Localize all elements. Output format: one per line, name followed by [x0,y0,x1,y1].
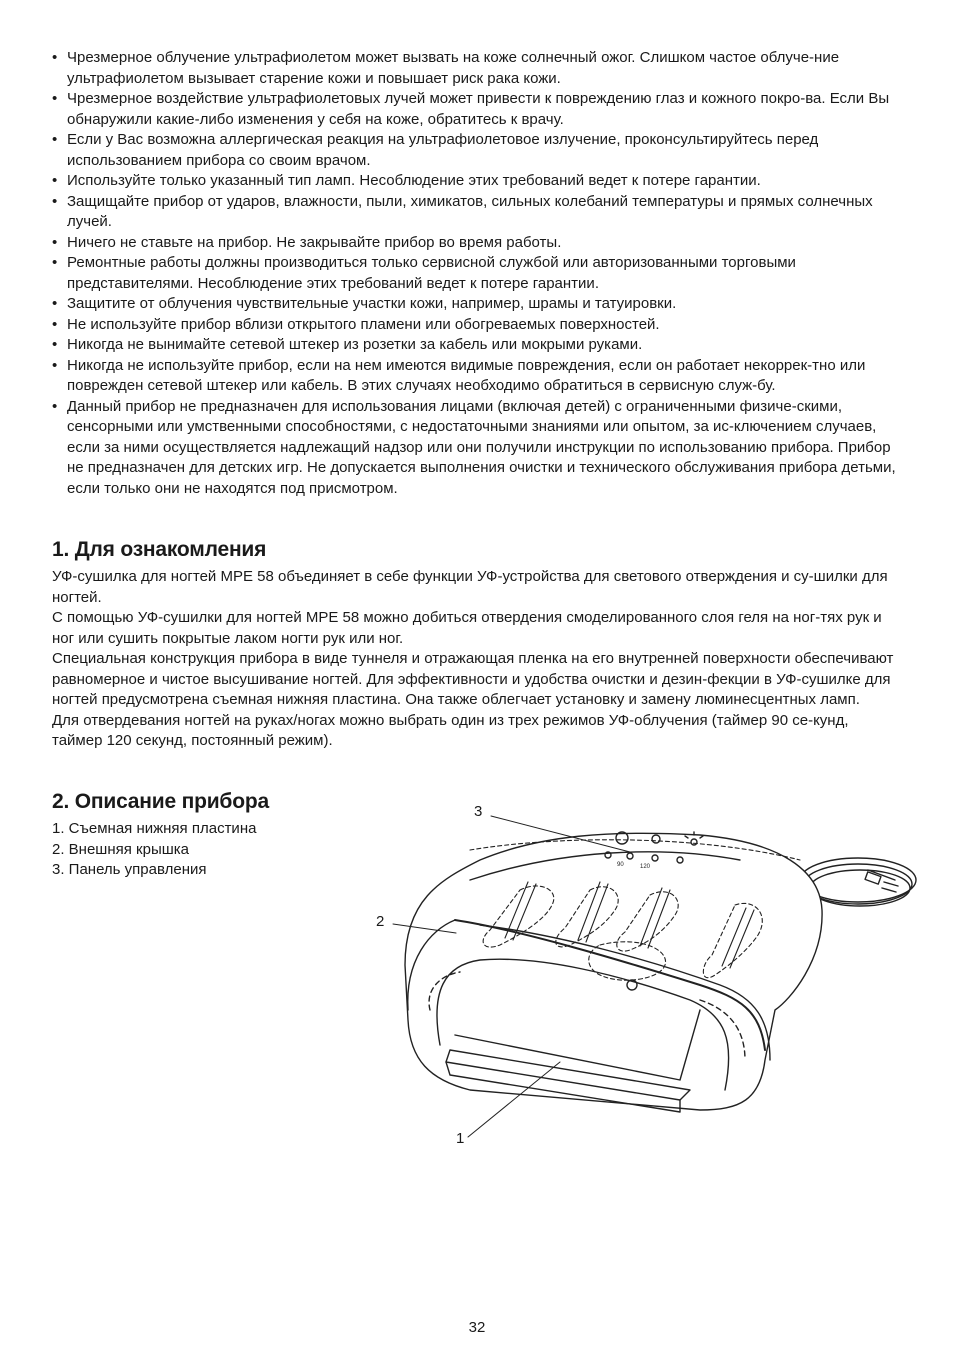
list-item: • Данный прибор не предназначен для использования лицами (включая детей) с ограниченными физиче-скими, сенсорными или умственными способностями, с недостаточными знаниями или опытом, за ис-ключением случаев, если за ними осуществляется надлежащий надзор или они получили инструкции по использованию прибора. Прибор не предназначен для детских игр. Не допускается выполнения очистки и технического обслуживания прибора детьми, если только они не находятся под присмотром. [52,397,896,497]
paragraph: С помощью УФ-сушилки для ногтей MPE 58 можно добиться отвердения смоделированного слоя геля на ног-тях рук и ног или сушить покрытые лаком ногти рук или ног. [52,609,882,647]
list-item-text: Чрезмерное облучение ультрафиолетом может вызвать на коже солнечный ожог. Слишком частое облуче-ние ультрафиолетом вызывает старение кожи и повышает риск рака кожи. [67,49,840,87]
nail-dryer-illustration [360,795,920,1155]
list-item: • Ремонтные работы должны производиться только сервисной службой или авторизованными торговыми представителями. Несоблюдение этих требований ведет к потере гарантии. [52,254,796,292]
paragraph: Специальная конструкция прибора в виде туннеля и отражающая пленка на его внутренней поверхности обеспечивают равномерное и чистое высушивание ногтей. Для эффективности и удобства очистки и дезин-фекции в УФ-сушилке для ногтей предусмотрена съемная нижняя пластина. Она также облегчает установку и замену люминесцентных ламп. [52,650,894,708]
timer-120-label: 120 [640,864,651,870]
callout-2: 2 [376,913,385,930]
list-item: 3. Панель управления [52,861,207,878]
list-item-text: Защищайте прибор от ударов, влажности, пыли, химикатов, сильных колебаний температуры и прямых солнечных лучей. [67,192,873,230]
paragraph: УФ-сушилка для ногтей MPE 58 объединяет в себе функции УФ-устройства для светового отверждения и су-шилки для ногтей. [52,568,888,606]
callout-1: 1 [456,1130,465,1147]
list-item: • Защищайте прибор от ударов, влажности, пыли, химикатов, сильных колебаний температуры и прямых солнечных лучей. [52,192,873,230]
list-item: • Если у Вас возможна аллергическая реакция на ультрафиолетовое излучение, проконсультируйтесь перед использованием прибора со своим врачом. [52,131,819,169]
list-item-text: Ремонтные работы должны производиться только сервисной службой или авторизованными торговыми представителями. Несоблюдение этих требований ведет к потере гарантии. [67,254,796,292]
list-item: 2. Внешняя крышка [52,840,189,858]
list-item: • Чрезмерное облучение ультрафиолетом может вызвать на коже солнечный ожог. Слишком частое облуче-ние ультрафиолетом вызывает старение кожи и повышает риск рака кожи. [52,49,840,87]
page-number: 32 [468,1319,486,1336]
list-item: 1. Съемная нижняя пластина [52,820,257,837]
list-item: • Никогда не используйте прибор, если на нем имеются видимые повреждения, если он работает некоррек-тно или поврежден сетевой штекер или кабель. В этих случаях необходимо обратиться в сервисную служ-бу. [52,356,866,394]
list-item-text: Ничего не ставьте на прибор. Не закрывайте прибор во время работы. [67,233,562,251]
list-item-text: Защитите от облучения чувствительные участки кожи, например, шрамы и татуировки. [67,295,677,312]
list-item-text: Если у Вас возможна аллергическая реакция на ультрафиолетовое излучение, проконсультируйтесь перед использованием прибора со своим врачом. [67,131,819,169]
list-item-text: Никогда не используйте прибор, если на нем имеются видимые повреждения, если он работает некоррек-тно или поврежден сетевой штекер или кабель. В этих случаях необходимо обратиться в сервисную служ-бу. [67,356,866,394]
list-item: • Никогда не вынимайте сетевой штекер из розетки за кабель или мокрыми руками. [52,336,643,353]
safety-bullet-list [52,48,902,499]
callout-3: 3 [474,803,483,820]
list-item-text: Используйте только указанный тип ламп. Несоблюдение этих требований ведет к потере гарантии. [67,172,761,189]
section-2-heading: 2. Описание прибора [52,790,269,813]
section-1-body [52,567,902,752]
list-item-text: Не используйте прибор вблизи открытого пламени или обогреваемых поверхностей. [67,315,660,333]
list-item: • Ничего не ставьте на прибор. Не закрывайте прибор во время работы. [52,233,562,251]
list-item-text: Данный прибор не предназначен для использования лицами (включая детей) с ограниченными физиче-скими, сенсорными или умственными способностями, с недостаточными знаниями или опытом, за ис-ключением случаев, если за ними осуществляется надлежащий надзор или они получили инструкции по использованию прибора. Прибор не предназначен для детских игр. Не допускается выполнения очистки и технического обслуживания прибора детьми, если только они не находятся под присмотром. [67,397,896,497]
list-item: • Чрезмерное воздействие ультрафиолетовых лучей может привести к повреждению глаз и кожного покро-ва. Если Вы обнаружили какие-либо изменения у себя на коже, обратитесь к врачу. [52,90,890,128]
list-item: • Защитите от облучения чувствительные участки кожи, например, шрамы и татуировки. [52,295,677,312]
list-item: • Не используйте прибор вблизи открытого пламени или обогреваемых поверхностей. [52,315,660,333]
section-1-heading: 1. Для ознакомления [52,538,267,561]
list-item-text: Чрезмерное воздействие ультрафиолетовых лучей может привести к повреждению глаз и кожного покро-ва. Если Вы обнаружили какие-либо изменения у себя на коже, обратитесь к врачу. [67,90,890,128]
list-item-text: Никогда не вынимайте сетевой штекер из розетки за кабель или мокрыми руками. [67,336,643,353]
timer-90-label: 90 [617,862,624,868]
paragraph: Для отвердевания ногтей на руках/ногах можно выбрать один из трех режимов УФ-облучения (таймер 90 се-кунд, таймер 120 секунд, постоянный режим). [52,711,849,749]
list-item: • Используйте только указанный тип ламп. Несоблюдение этих требований ведет к потере гарантии. [52,172,761,189]
parts-list [52,819,256,881]
